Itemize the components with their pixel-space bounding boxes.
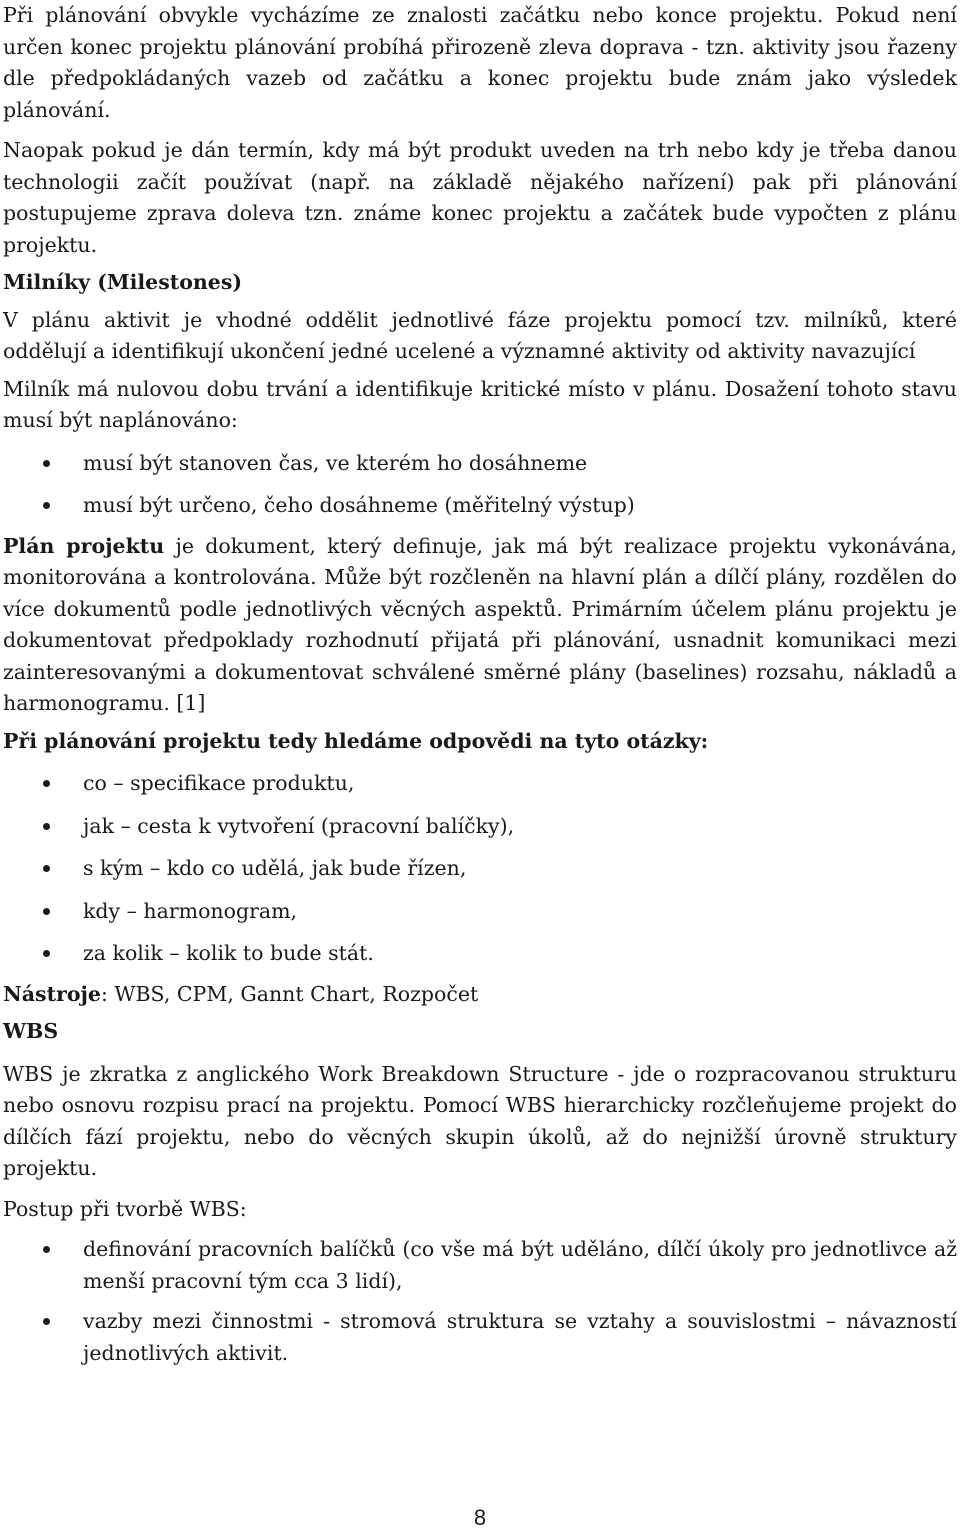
bullet-icon	[43, 1246, 50, 1253]
milestones-paragraph-2: Milník má nulovou dobu trvání a identifikuje kritické místo v plánu. Dosažení tohoto stavu musí být naplánováno:	[3, 376, 957, 432]
document-page	[3, 0, 957, 1369]
bullet-icon	[43, 865, 50, 872]
questions-heading: Při plánování projektu tedy hledáme odpovědi na tyto otázky:	[3, 728, 709, 753]
page-number: 8	[473, 1505, 487, 1530]
intro-paragraph-2: Naopak pokud je dán termín, kdy má být produkt uveden na trh nebo kdy je třeba danou technologii začít používat (např. na základě nějakého nařízení) pak při plánování postupujeme zprava doleva tzn. známe konec projektu a začátek bude vypočten z plánu projektu.	[3, 138, 957, 257]
wbs-steps-intro: Postup při tvorbě WBS:	[3, 1196, 247, 1221]
milestones-heading: Milníky (Milestones)	[3, 270, 243, 294]
bullet-icon	[43, 1318, 50, 1325]
list-item: co – specifikace produktu,	[3, 768, 957, 800]
list-item: kdy – harmonogram,	[3, 896, 957, 928]
tools-line: Nástroje: WBS, CPM, Gannt Chart, Rozpočet	[3, 981, 479, 1006]
list-item: musí být stanoven čas, ve kterém ho dosáhneme	[3, 448, 957, 480]
questions-bullet-list	[3, 768, 957, 970]
bullet-icon	[43, 502, 50, 509]
bullet-icon	[43, 908, 50, 915]
wbs-heading: WBS	[3, 1019, 59, 1043]
project-plan-term: Plán projektu	[3, 533, 165, 558]
milestones-bullet-list	[3, 448, 957, 522]
milestones-paragraph-1: V plánu aktivit je vhodné oddělit jednotlivé fáze projektu pomocí tzv. milníků, které oddělují a identifikují ukončení jedné ucelené a významné aktivity od aktivity navazující	[3, 307, 957, 363]
list-item: za kolik – kolik to bude stát.	[3, 938, 957, 970]
wbs-paragraph: WBS je zkratka z anglického Work Breakdown Structure - jde o rozpracovanou strukturu nebo osnovu rozpisu prací na projektu. Pomocí WBS hierarchicky rozčleňujeme projekt do dílčích fází projektu, nebo do věcných skupin úkolů, až do nejnižší úrovně struktury projektu.	[3, 1061, 957, 1180]
intro-paragraph-1: Při plánování obvykle vycházíme ze znalosti začátku nebo konce projektu. Pokud není určen konec projektu plánování probíhá přirozeně zleva doprava - tzn. aktivity jsou řazeny dle předpokládaných vazeb od začátku a konec projektu bude znám jako výsledek plánování.	[3, 3, 957, 122]
list-item: musí být určeno, čeho dosáhneme (měřitelný výstup)	[3, 490, 957, 522]
tools-label: Nástroje	[3, 981, 101, 1006]
bullet-icon	[43, 823, 50, 830]
list-item: jak – cesta k vytvoření (pracovní balíčky),	[3, 811, 957, 843]
list-item: definování pracovních balíčků (co vše má být uděláno, dílčí úkoly pro jednotlivce až menší pracovní tým cca 3 lidí),	[3, 1234, 957, 1297]
list-item: vazby mezi činnostmi - stromová struktura se vztahy a souvislostmi – návazností jednotlivých aktivit.	[3, 1306, 957, 1369]
bullet-icon	[43, 950, 50, 957]
list-item: s kým – kdo co udělá, jak bude řízen,	[3, 853, 957, 885]
wbs-steps-list	[3, 1234, 957, 1369]
project-plan-paragraph: Plán projektu je dokument, který definuje, jak má být realizace projektu vykonávána, monitorována a kontrolována. Může být rozčleněn na hlavní plán a dílčí plány, rozdělen do více dokumentů podle jednotlivých věcných aspektů. Primárním účelem plánu projektu je dokumentovat předpoklady rozhodnutí přijatá při plánování, usnadnit komunikaci mezi zainteresovanými a dokumentovat schválené směrné plány (baselines) rozsahu, nákladů a harmonogramu. [1]	[3, 533, 958, 715]
bullet-icon	[43, 460, 50, 467]
bullet-icon	[43, 780, 50, 787]
